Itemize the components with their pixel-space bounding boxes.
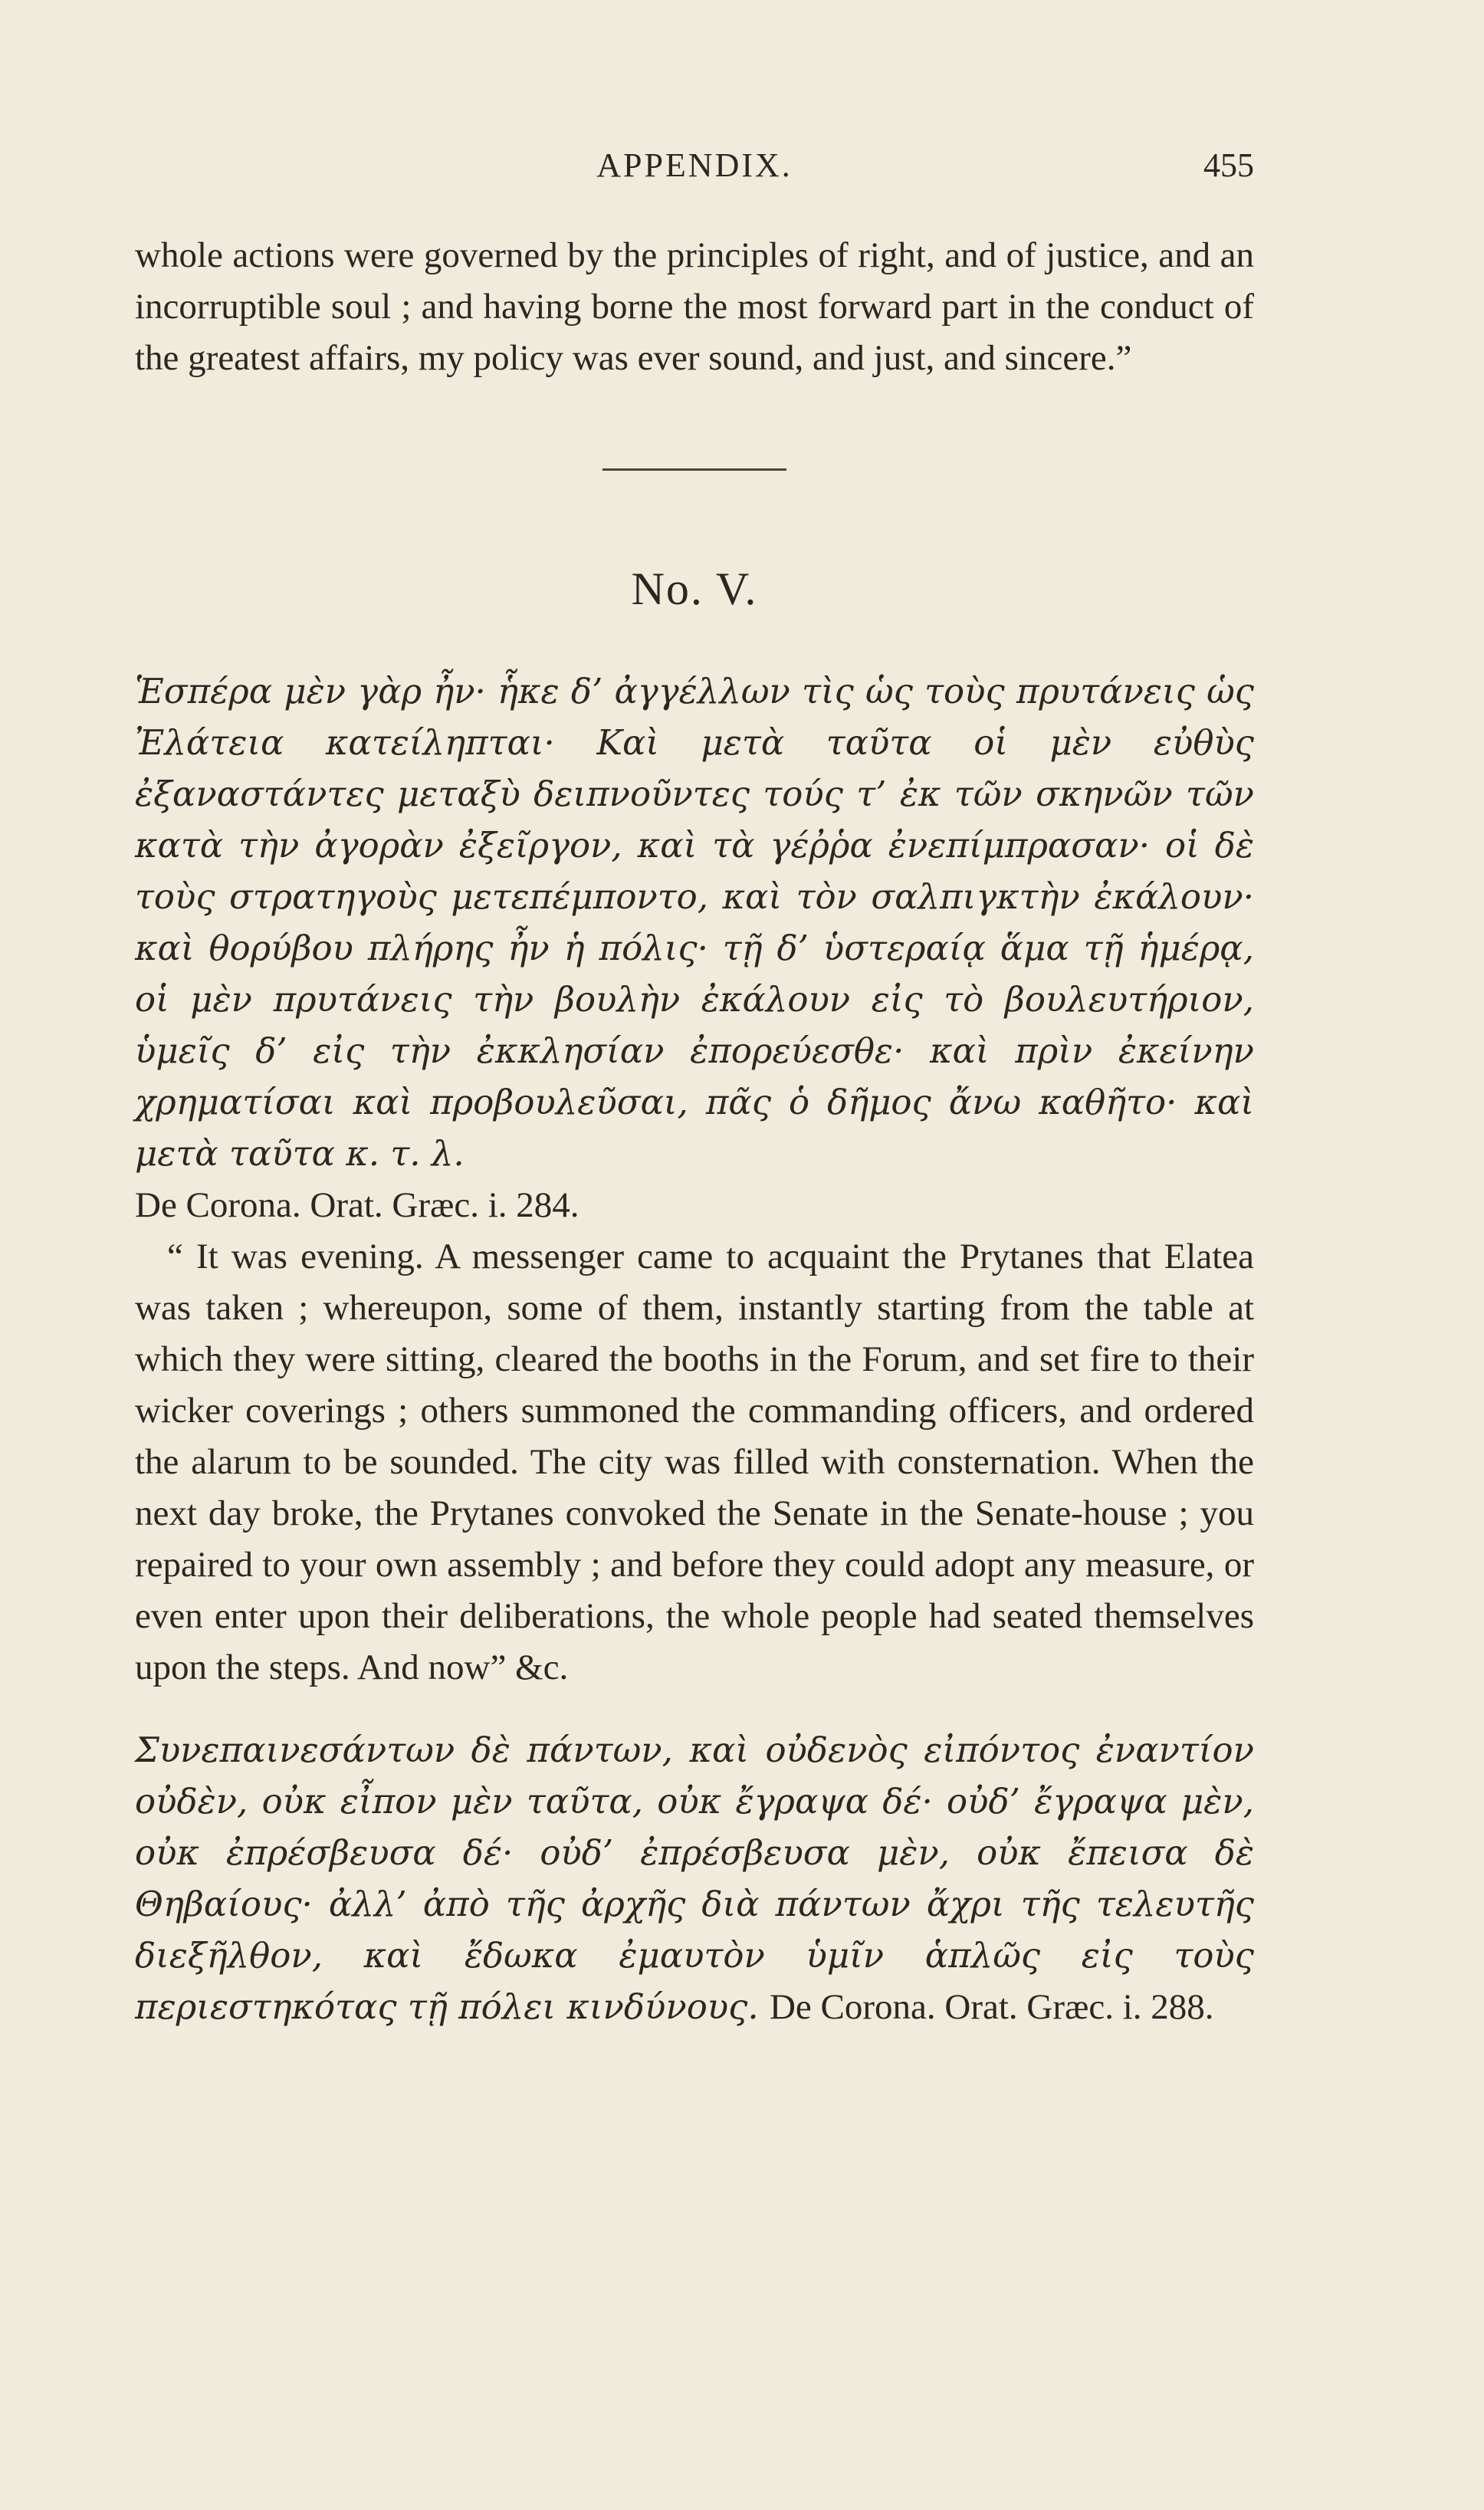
page-number: 455 [1203,146,1254,184]
book-page [135,146,1254,2033]
translation-paragraph: “ It was evening. A messenger came to acquaint the Prytanes that Elatea was taken ; whereupon, some of them, instantly starting from the table at which they were sitting, cleared the booths in the Forum, and set fire to their wicker coverings ; others summoned the commanding officers, and ordered the alarum to be sounded. The city was filled with consternation. When the next day broke, the Prytanes convoked the Senate in the Senate-house ; you repaired to your own assembly ; and before they could adopt any measure, or even enter upon their deliberations, the whole people had seated themselves upon the steps. And now” &c. [135,1237,1254,1687]
greek-passage-2 [135,1724,1254,2033]
intro-paragraph: whole actions were governed by the principles of right, and of justice, and an incorruptible soul ; and having borne the most forward part in the conduct of the greatest affairs, my policy was ever sound, and just, and sincere.” [135,235,1254,378]
greek-passage-1-text: Ἑσπέρα μὲν γὰρ ἦν· ἧκε δ’ ἀγγέλλων τὶς ὡς τοὺς πρυτάνεις ὡς Ἐλάτεια κατείληπται· Καὶ μετὰ ταῦτα οἱ μὲν εὐθὺς ἐξαναστάντες μεταξὺ δειπνοῦντες τούς τ’ ἐκ τῶν σκηνῶν τῶν κατὰ τὴν ἀγορὰν ἐξεῖργον, καὶ τὰ γέῤῥα ἐνεπίμπρασαν· οἱ δὲ τοὺς στρατηγοὺς μετεπέμποντο, καὶ τὸν σαλπιγκτὴν ἐκάλουν· καὶ θορύβου πλήρης ἦν ἡ πόλις· τῇ δ’ ὑστεραίᾳ ἅμα τῇ ἡμέρᾳ, οἱ μὲν πρυτάνεις τὴν βουλὴν ἐκάλουν εἰς τὸ βουλευτήριον, ὑμεῖς δ’ εἰς τὴν ἐκκλησίαν ἐπορεύεσθε· καὶ πρὶν ἐκείνην χρηματίσαι καὶ προβουλεῦσαι, πᾶς ὁ δῆμος ἄνω καθῆτο· καὶ μετὰ ταῦτα κ. τ. λ. [135,671,1254,1174]
greek-passage-2-text: Συνεπαινεσάντων δὲ πάντων, καὶ οὐδενὸς εἰπόντος ἐναντίον οὐδὲν, οὐκ εἶπον μὲν ταῦτα, οὐκ ἔγραψα δέ· οὐδ’ ἔγραψα μὲν, οὐκ ἐπρέσβευσα δέ· οὐδ’ ἐπρέσβευσα μὲν, οὐκ ἔπεισα δὲ Θηβαίους· ἀλλ’ ἀπὸ τῆς ἀρχῆς διὰ πάντων ἄχρι τῆς τελευτῆς διεξῆλθον, καὶ ἔδωκα ἐμαυτὸν ὑμῖν ἁπλῶς εἰς τοὺς περιεστηκότας τῇ πόλει κινδύνους. [135,1730,1254,2027]
section-title: No. V. [631,563,758,614]
citation-2: De Corona. Orat. Græc. i. 288. [769,1987,1214,2027]
section-divider [602,468,786,471]
page-header [135,146,1254,207]
citation-1: De Corona. Orat. Græc. i. 284. [135,1185,579,1225]
running-head: APPENDIX. [596,146,793,184]
greek-passage-1 [135,665,1254,1231]
